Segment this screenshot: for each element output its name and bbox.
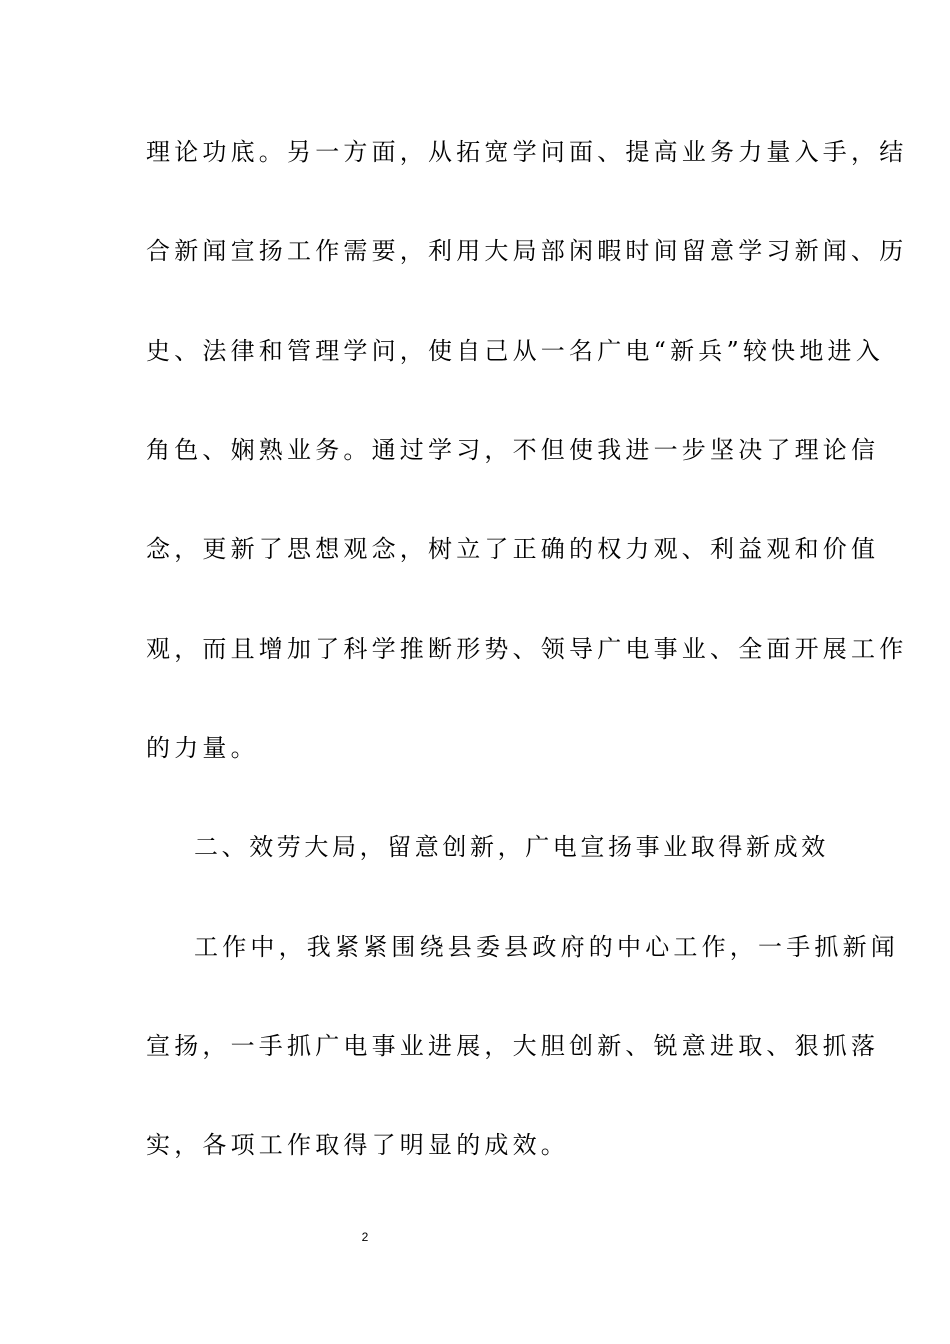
body-text-line: 史、法律和管理学问，使自己从一名广电“新兵”较快地进入 <box>146 337 884 365</box>
body-text-line: 合新闻宣扬工作需要，利用大局部闲暇时间留意学习新闻、历 <box>146 237 908 265</box>
section-heading: 二、效劳大局，留意创新，广电宣扬事业取得新成效 <box>194 833 829 861</box>
body-text-line: 理论功底。另一方面，从拓宽学问面、提高业务力量入手，结 <box>146 138 908 166</box>
body-text-line: 的力量。 <box>146 734 259 762</box>
page-number: 2 <box>361 1230 369 1244</box>
body-text-line: 实，各项工作取得了明显的成效。 <box>146 1131 569 1159</box>
body-text-line: 观，而且增加了科学推断形势、领导广电事业、全面开展工作 <box>146 635 908 663</box>
body-text-line: 角色、娴熟业务。通过学习，不但使我进一步坚决了理论信 <box>146 436 880 464</box>
body-text-line: 宣扬，一手抓广电事业进展，大胆创新、锐意进取、狠抓落 <box>146 1032 880 1060</box>
body-text-line: 念，更新了思想观念，树立了正确的权力观、利益观和价值 <box>146 535 880 563</box>
body-text-line: 工作中，我紧紧围绕县委县政府的中心工作，一手抓新闻 <box>194 933 899 961</box>
